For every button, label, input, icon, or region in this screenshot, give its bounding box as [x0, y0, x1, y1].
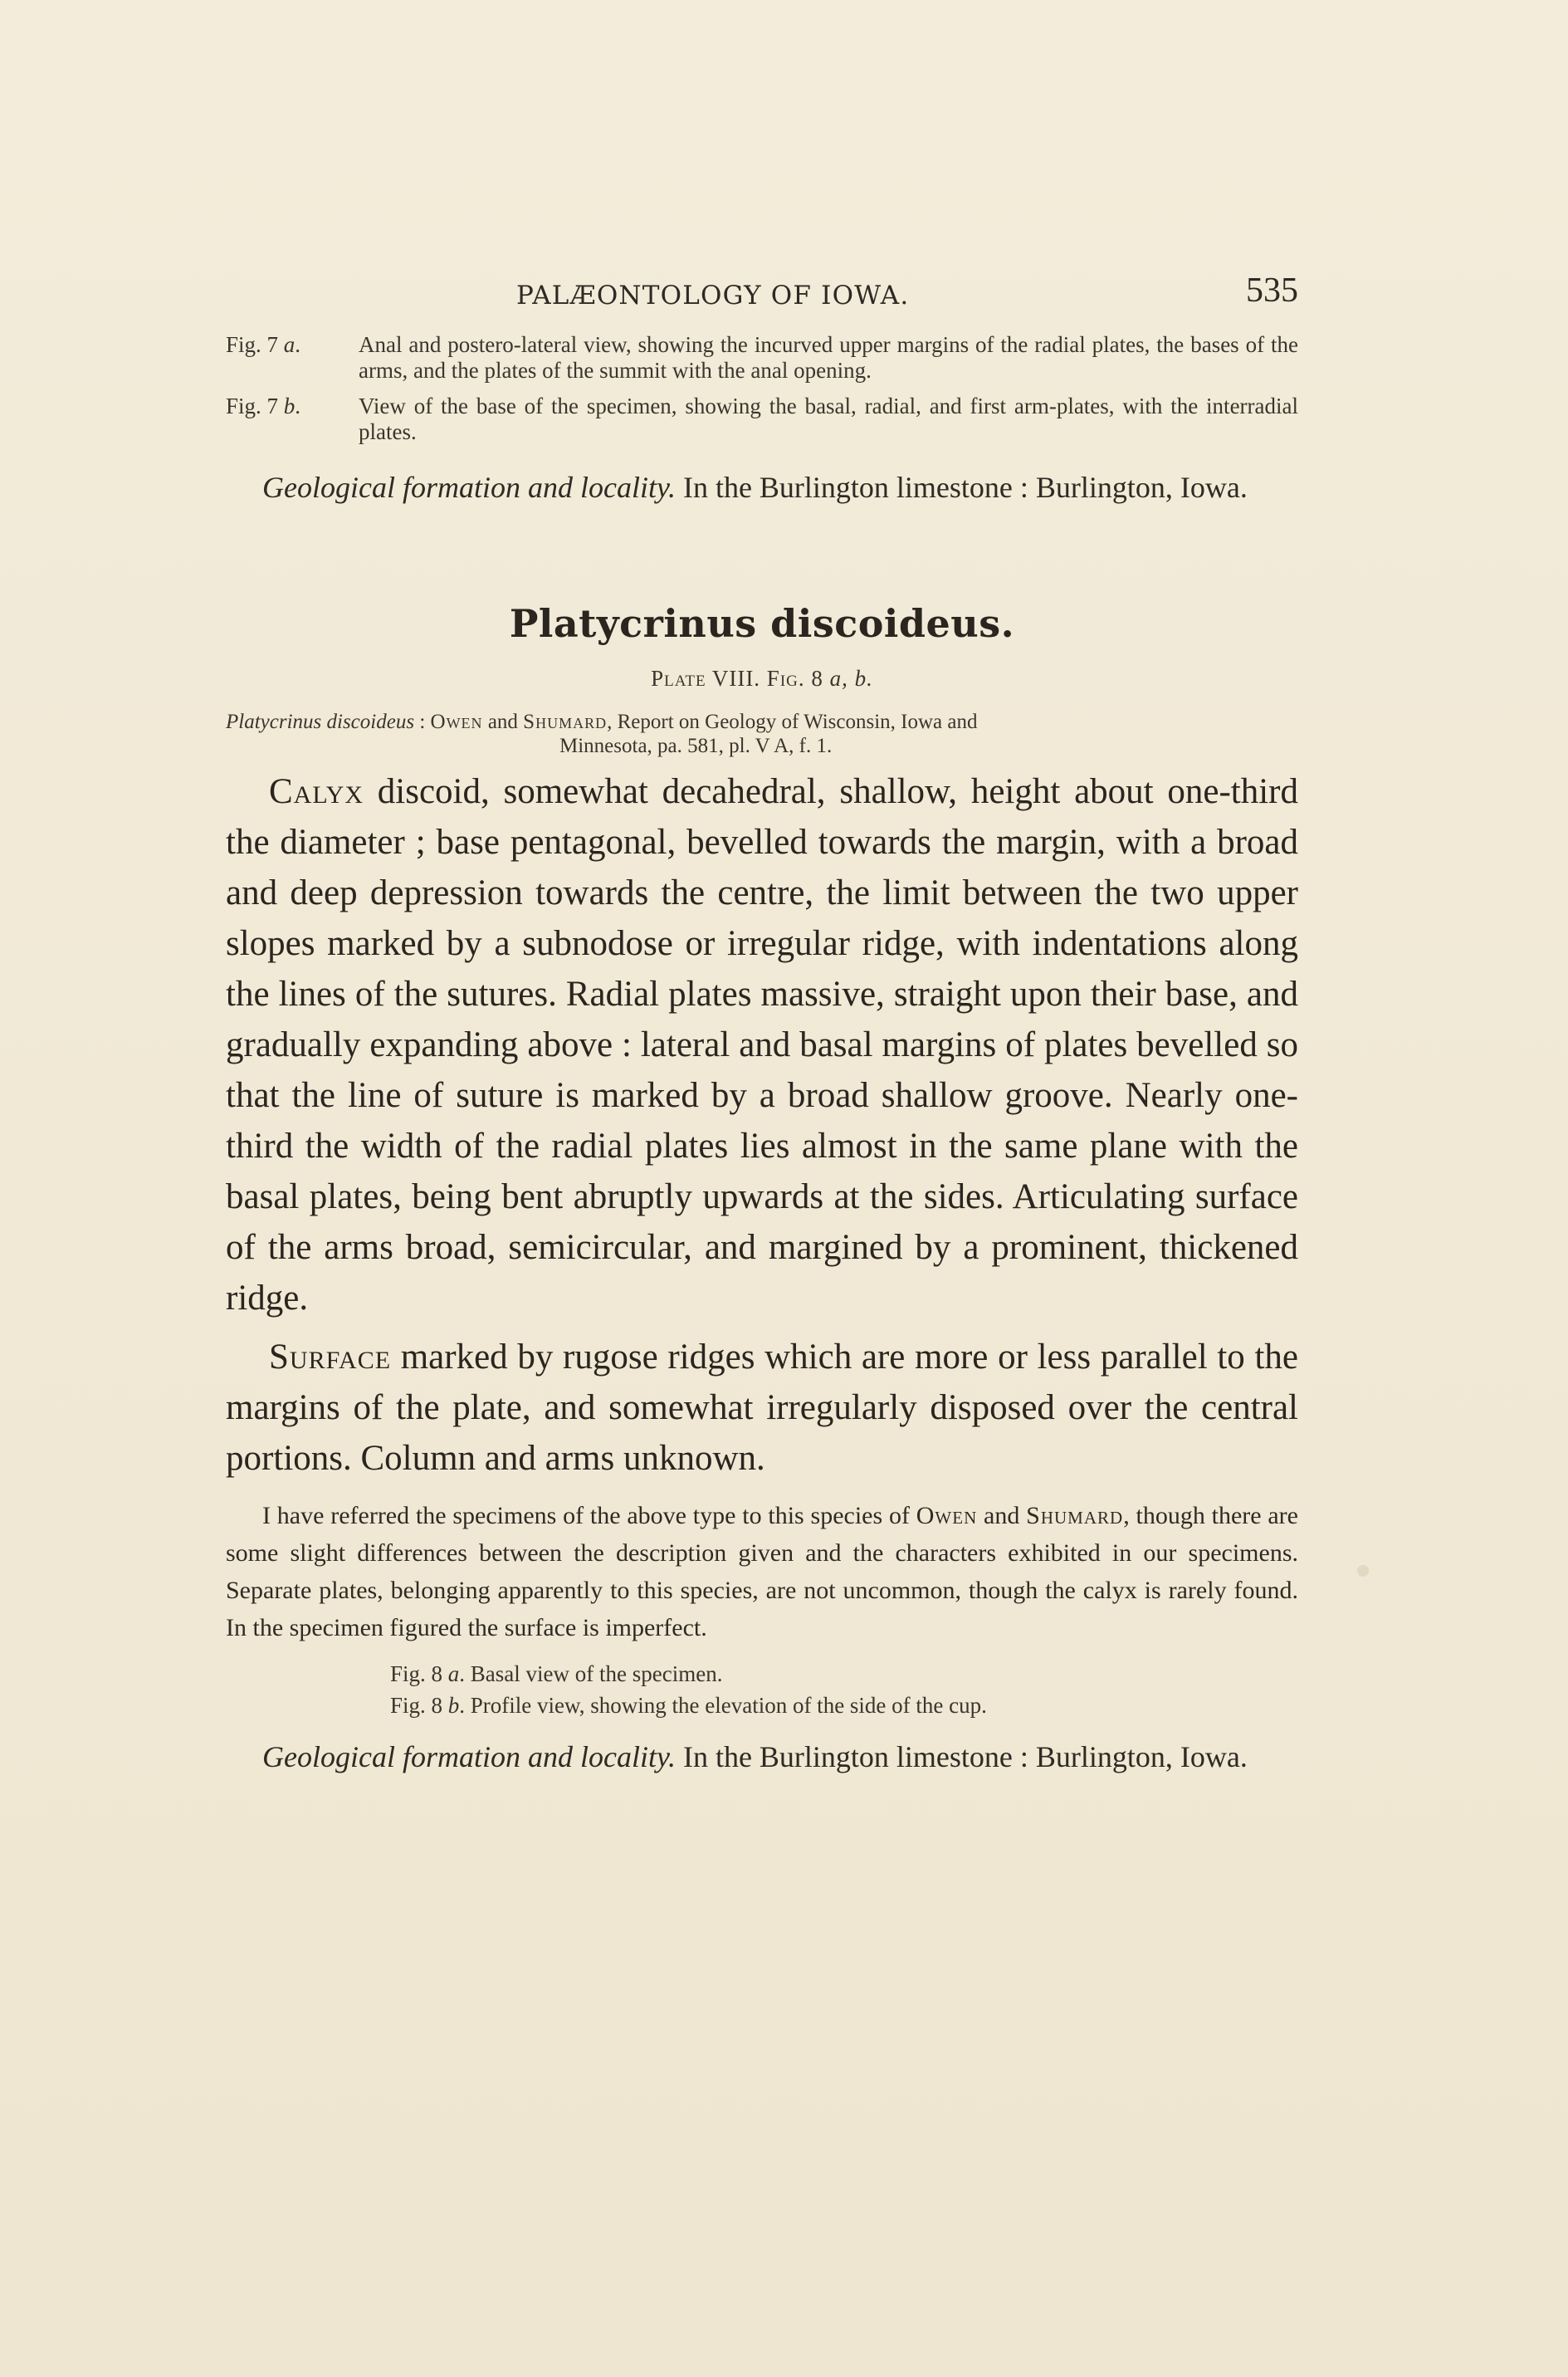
fig-7a-caption [226, 332, 1298, 384]
synonymy [226, 710, 1298, 758]
plate-reference-text: Plate VIII. Fig. 8 [651, 666, 830, 691]
fig-7b-text: View of the base of the specimen, showing the basal, radial, and first arm-plates, with the interradial plates. [359, 394, 1298, 444]
synonymy-and: and [482, 711, 524, 733]
remarks-author-owen: Owen [916, 1502, 978, 1529]
page-number: 535 [1246, 271, 1298, 310]
remarks-paragraph [226, 1497, 1298, 1646]
fig-8a-text: . Basal view of the specimen. [459, 1661, 723, 1686]
plate-reference-letters: a, b. [829, 666, 873, 691]
formation-2-text: In the Burlington limestone : Burlington, Iowa. [682, 1740, 1248, 1773]
running-head [226, 271, 1298, 332]
synonymy-ref-line2: Minnesota, pa. 581, pl. V A, f. 1. [559, 735, 833, 757]
synonymy-name: Platycrinus discoideus [226, 711, 415, 733]
synonymy-ref-line1: , Report on Geology of Wisconsin, Iowa and [607, 711, 978, 733]
page-content [226, 271, 1298, 1778]
fig-7a-text: Anal and postero-lateral view, showing the incurved upper margins of the radial plates, the bases of the arms, and the plates of the summit with the anal opening. [359, 332, 1298, 383]
surface-text: marked by rugose ridges which are more or less parallel to the margins of the plate, and somewhat irregularly disposed over the central portions. Column and arms unknown. [226, 1338, 1298, 1478]
fig-8b-text: . Profile view, showing the elevation of the side of the cup. [459, 1693, 987, 1718]
formation-1-label: Geological formation and locality. [262, 471, 676, 504]
species-title: Platycrinus discoideus. [509, 601, 1015, 646]
running-title: PALÆONTOLOGY OF IOWA. [516, 281, 910, 311]
remarks-author-shumard: Shumard [1026, 1502, 1124, 1529]
description-text: discoid, somewhat decahedral, shallow, height about one-third the diameter ; base pentagonal, bevelled towards the margin, with a broad and deep depression towards the centre, the limit between the two upper slopes marked by a subnodose or irregular ridge, with indentations along the lines of the sutures. Radial plates massive, straight upon their base, and gradually expanding above : lateral and basal margins of plates bevelled so that the line of suture is marked by a broad shallow groove. Nearly one-third the width of the radial plates lies almost in the same plane with the basal plates, being bent abruptly upwards at the sides. Articulating surface of the arms broad, semicircular, and margined by a prominent, thickened ridge. [226, 772, 1298, 1318]
fig-7a-label: Fig. 7 a. [226, 332, 301, 357]
paper-speck [1357, 1565, 1369, 1577]
fig-7b-caption [226, 394, 1298, 445]
fig-8a-letter: a [447, 1661, 460, 1686]
fig-8b-letter: b [447, 1693, 460, 1718]
description-lead: Calyx [269, 772, 364, 811]
plate-reference [226, 666, 1298, 692]
fig-7a-letter: a [283, 332, 296, 357]
surface-paragraph [226, 1332, 1298, 1484]
formation-locality-2 [226, 1736, 1298, 1778]
formation-2-label: Geological formation and locality. [262, 1740, 676, 1773]
remarks-part2: , though there are some slight differences between the description given and the characters exhibited in our specimens. Separate plates, belonging apparently to this species, are not uncommon, though the calyx is rarely found. In the specimen figured the surface is imperfect. [226, 1502, 1298, 1641]
formation-locality-1 [226, 467, 1298, 508]
fig-8b-label: Fig. 8 [390, 1693, 448, 1718]
fig-8a-label: Fig. 8 [390, 1661, 448, 1686]
fig-7b-label: Fig. 7 b. [226, 394, 301, 418]
fig-8a-caption [390, 1658, 1298, 1721]
remarks-and: and [977, 1502, 1027, 1529]
fig-7b-number: Fig. 7 [226, 394, 279, 418]
formation-1-text: In the Burlington limestone : Burlington, Iowa. [682, 471, 1248, 504]
fig-7a-number: Fig. 7 [226, 332, 279, 357]
synonymy-separator: : [414, 711, 431, 733]
surface-lead: Surface [269, 1338, 392, 1377]
fig-7b-letter: b [283, 394, 296, 418]
synonymy-author-shumard: Shumard [523, 711, 608, 733]
remarks-part1: I have referred the specimens of the above type to this species of [262, 1502, 916, 1529]
description-paragraph [226, 766, 1298, 1323]
synonymy-author-owen: Owen [430, 711, 483, 733]
